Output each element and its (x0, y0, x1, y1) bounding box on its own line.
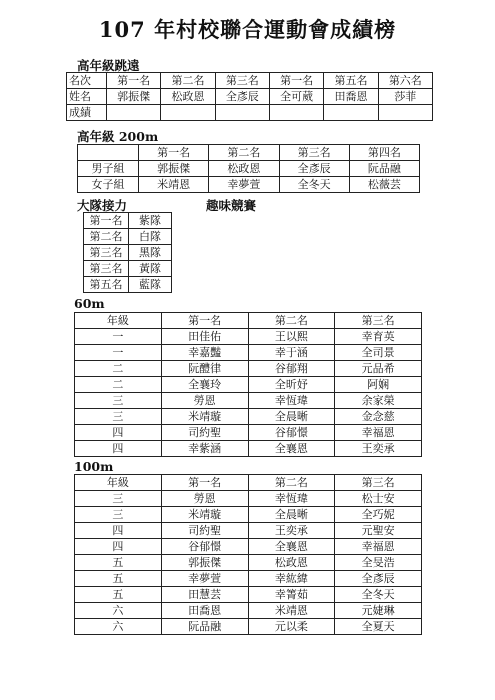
table-cell: 松政恩 (248, 555, 335, 571)
table-cell: 五 (75, 587, 162, 603)
table-row (67, 89, 433, 105)
table-cell: 四 (75, 523, 162, 539)
table-cell: 全彥辰 (215, 89, 269, 105)
table-cell: 幸福恩 (335, 539, 422, 555)
table-cell: 四 (75, 441, 162, 457)
table-cell: 谷郁翔 (248, 361, 335, 377)
table-cell: 元品希 (335, 361, 422, 377)
table-cell: 幸福恩 (335, 425, 422, 441)
table-row (75, 361, 422, 377)
table-row (75, 329, 422, 345)
table-cell: 全襄恩 (248, 441, 335, 457)
column-header: 年級 (75, 313, 162, 329)
table-cell: 米靖璇 (161, 409, 248, 425)
table-cell: 田喬恩 (324, 89, 378, 105)
table-row (75, 539, 422, 555)
table-row (75, 345, 422, 361)
table-cell: 五 (75, 555, 162, 571)
column-header: 第一名 (161, 313, 248, 329)
table-cell (378, 105, 432, 121)
table-cell: 第三名 (215, 73, 269, 89)
table-cell: 女子組 (78, 177, 139, 193)
table-cell: 司約聖 (161, 425, 248, 441)
table-cell: 幸恆瑋 (248, 491, 335, 507)
table-cell: 勞恩 (161, 491, 248, 507)
run100-table (74, 474, 422, 635)
table-cell: 紫隊 (129, 213, 172, 229)
table-cell: 田喬恩 (161, 603, 248, 619)
table-row (75, 377, 422, 393)
table-cell: 第一名 (84, 213, 129, 229)
table-row (84, 277, 172, 293)
table-cell: 六 (75, 619, 162, 635)
table-row (75, 441, 422, 457)
table-header-row (75, 475, 422, 491)
table-cell: 第六名 (378, 73, 432, 89)
table-cell (215, 105, 269, 121)
table-row (75, 619, 422, 635)
table-cell: 二 (75, 377, 162, 393)
table-cell: 谷郁憬 (248, 425, 335, 441)
table-cell: 莎菲 (378, 89, 432, 105)
table-cell: 幸育英 (335, 329, 422, 345)
table-row (75, 507, 422, 523)
table-cell: 一 (75, 345, 162, 361)
table-cell: 全襄玲 (161, 377, 248, 393)
table-cell: 阮醴律 (161, 361, 248, 377)
table-row (84, 245, 172, 261)
run200-table (77, 144, 420, 193)
table-cell (324, 105, 378, 121)
table-cell: 郭振傑 (107, 89, 161, 105)
table-cell: 白隊 (129, 229, 172, 245)
table-cell: 藍隊 (129, 277, 172, 293)
table-cell: 米靖恩 (248, 603, 335, 619)
table-cell: 黑隊 (129, 245, 172, 261)
column-header: 年級 (75, 475, 162, 491)
table-cell: 全夏天 (335, 619, 422, 635)
table-row (84, 229, 172, 245)
table-cell: 第一名 (269, 73, 323, 89)
table-cell: 幸于涵 (248, 345, 335, 361)
table-cell: 全司景 (335, 345, 422, 361)
table-cell: 第五名 (84, 277, 129, 293)
table-cell: 男子組 (78, 161, 139, 177)
table-cell: 全襄恩 (248, 539, 335, 555)
table-cell: 幸紘緯 (248, 571, 335, 587)
table-cell (161, 105, 215, 121)
table-cell: 谷郁憬 (161, 539, 248, 555)
long-jump-heading: 高年級跳遠 (77, 58, 140, 73)
table-cell: 松政恩 (161, 89, 215, 105)
table-cell: 全冬天 (335, 587, 422, 603)
relay-table (83, 212, 172, 293)
table-cell: 松士安 (335, 491, 422, 507)
table-cell: 五 (75, 571, 162, 587)
table-cell (107, 105, 161, 121)
table-row (75, 393, 422, 409)
page-title: 107 年村校聯合運動會成績榜 (98, 17, 397, 42)
table-row (75, 409, 422, 425)
table-cell: 全昕妤 (248, 377, 335, 393)
table-row (75, 523, 422, 539)
table-cell: 第二名 (84, 229, 129, 245)
table-cell: 三 (75, 491, 162, 507)
table-header-row (78, 145, 420, 161)
table-cell: 余家榮 (335, 393, 422, 409)
table-cell: 全旻浩 (335, 555, 422, 571)
table-cell: 幸嘉豔 (161, 345, 248, 361)
table-cell: 全晨晰 (248, 409, 335, 425)
column-header: 第一名 (139, 145, 209, 161)
column-header: 第三名 (279, 145, 349, 161)
column-header: 第二名 (248, 475, 335, 491)
run100-heading: 100m (74, 459, 114, 474)
table-cell: 全可葳 (269, 89, 323, 105)
table-cell: 米靖恩 (139, 177, 209, 193)
table-cell: 全彥辰 (335, 571, 422, 587)
table-row (75, 425, 422, 441)
table-header-row (75, 313, 422, 329)
table-cell: 金念慈 (335, 409, 422, 425)
table-row (78, 177, 420, 193)
table-row (78, 161, 420, 177)
table-row (75, 491, 422, 507)
column-header: 第三名 (335, 313, 422, 329)
table-cell: 三 (75, 409, 162, 425)
table-cell: 田慧芸 (161, 587, 248, 603)
table-cell: 幸紫涵 (161, 441, 248, 457)
table-cell: 幸夢萱 (209, 177, 279, 193)
table-cell: 司約聖 (161, 523, 248, 539)
table-cell: 阮品融 (349, 161, 419, 177)
table-cell: 幸箐茹 (248, 587, 335, 603)
table-cell: 阮品融 (161, 619, 248, 635)
table-cell: 全巧妮 (335, 507, 422, 523)
table-cell: 第五名 (324, 73, 378, 89)
table-cell: 田佳佑 (161, 329, 248, 345)
column-header: 第一名 (161, 475, 248, 491)
table-cell: 二 (75, 361, 162, 377)
column-header: 第二名 (248, 313, 335, 329)
table-cell: 元以柔 (248, 619, 335, 635)
table-cell: 四 (75, 425, 162, 441)
table-cell: 全冬天 (279, 177, 349, 193)
run60-table (74, 312, 422, 457)
table-cell: 勞恩 (161, 393, 248, 409)
relay-heading: 大隊接力 (77, 198, 128, 213)
table-cell: 米靖璇 (161, 507, 248, 523)
table-row (75, 587, 422, 603)
long-jump-table (66, 72, 433, 121)
table-cell: 郭振傑 (139, 161, 209, 177)
table-row (84, 261, 172, 277)
table-cell: 王奕承 (248, 523, 335, 539)
column-header: 第四名 (349, 145, 419, 161)
table-cell: 全彥辰 (279, 161, 349, 177)
table-cell: 三 (75, 393, 162, 409)
fun-heading: 趣味競賽 (206, 198, 257, 213)
run200-heading: 高年級 200m (77, 129, 159, 144)
table-cell: 第三名 (84, 245, 129, 261)
table-cell: 王以熙 (248, 329, 335, 345)
table-cell: 全晨晰 (248, 507, 335, 523)
table-cell (269, 105, 323, 121)
table-cell: 幸恆瑋 (248, 393, 335, 409)
table-cell: 黃隊 (129, 261, 172, 277)
table-cell: 松薇芸 (349, 177, 419, 193)
table-row (75, 555, 422, 571)
table-row (84, 213, 172, 229)
table-cell: 姓名 (67, 89, 107, 105)
table-cell: 幸夢萱 (161, 571, 248, 587)
table-cell: 六 (75, 603, 162, 619)
table-cell: 元婕琳 (335, 603, 422, 619)
run60-heading: 60m (74, 296, 105, 311)
table-cell: 成績 (67, 105, 107, 121)
table-cell: 第三名 (84, 261, 129, 277)
column-header: 第三名 (335, 475, 422, 491)
table-cell: 王奕承 (335, 441, 422, 457)
column-header: 第二名 (209, 145, 279, 161)
table-cell: 元聖安 (335, 523, 422, 539)
table-cell: 四 (75, 539, 162, 555)
table-row (75, 571, 422, 587)
column-header (78, 145, 139, 161)
table-cell: 三 (75, 507, 162, 523)
table-cell: 一 (75, 329, 162, 345)
table-cell: 松政恩 (209, 161, 279, 177)
table-cell: 第二名 (161, 73, 215, 89)
table-cell: 第一名 (107, 73, 161, 89)
table-row (67, 73, 433, 89)
table-cell: 名次 (67, 73, 107, 89)
table-row (75, 603, 422, 619)
table-cell: 阿娴 (335, 377, 422, 393)
table-cell: 郭振傑 (161, 555, 248, 571)
table-row (67, 105, 433, 121)
